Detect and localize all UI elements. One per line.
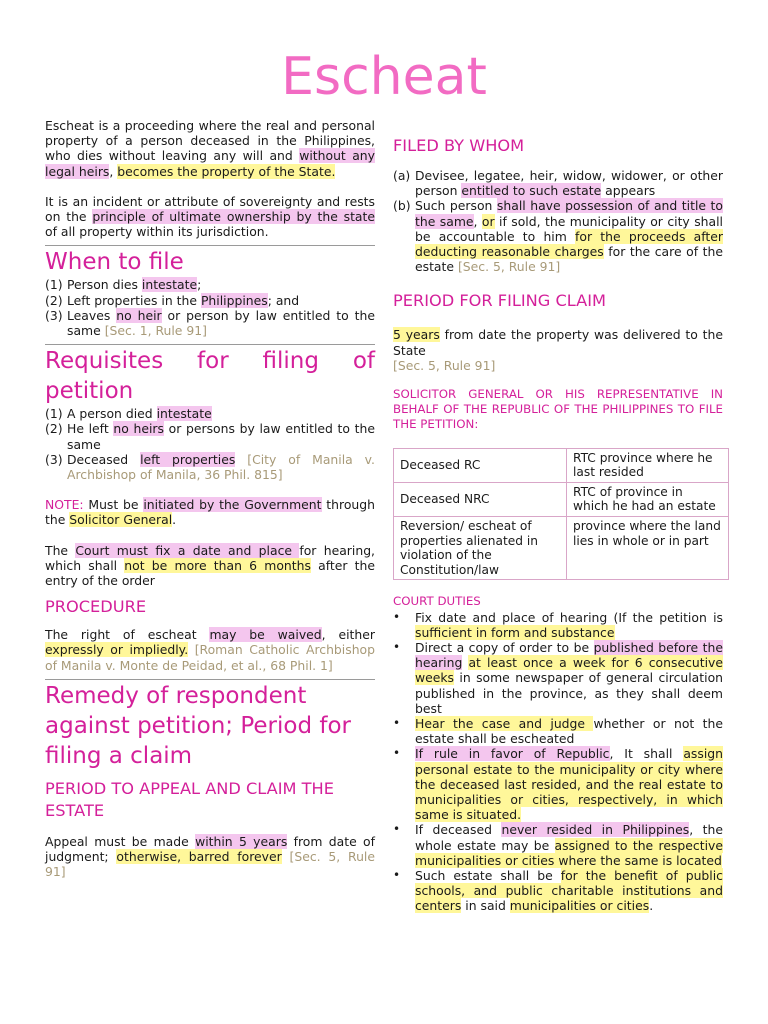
highlighted-text: shall have possession of and title to the same <box>415 198 723 229</box>
text-run: It is an incident or attribute of sovereignty and rests on the <box>45 193 375 225</box>
list-item <box>45 308 375 338</box>
text-run: The <box>45 542 76 558</box>
highlighted-text: or <box>481 213 495 229</box>
section-divider <box>45 679 375 680</box>
procedure-heading: PROCEDURE <box>45 597 147 617</box>
appeal-heading: PERIOD TO APPEAL AND CLAIM THE ESTATE <box>45 778 334 820</box>
bullet-icon: • <box>393 746 401 761</box>
text-run: , either <box>321 627 375 643</box>
text-run: Direct a copy of order to be <box>415 640 594 655</box>
highlighted-text: otherwise, barred forever <box>116 849 282 865</box>
highlighted-text: within 5 years <box>195 833 288 849</box>
right-column <box>393 118 723 914</box>
text-run: for hearing, which shall <box>45 542 375 573</box>
list-item-text <box>67 308 375 338</box>
text-run: Devisee, legatee, heir, widow, widower, or other person <box>415 168 723 199</box>
list-item <box>45 452 375 482</box>
highlighted-text: entitled to such estate <box>461 183 602 199</box>
list-item <box>393 610 723 640</box>
text-run: Left properties in the <box>67 292 201 308</box>
table-cell-venue: RTC province where he last resided <box>567 448 729 482</box>
section-divider <box>45 344 375 345</box>
highlighted-text: no heir <box>116 307 162 323</box>
text-run: Fix date and place of hearing (If the petition is <box>415 609 723 625</box>
list-item <box>393 640 723 716</box>
list-item <box>393 868 723 914</box>
text-run: appears <box>601 183 656 199</box>
table-row <box>394 517 729 580</box>
table-cell-deceased: Deceased RC <box>394 448 567 482</box>
text-run: Such person <box>415 198 497 214</box>
list-item-text <box>67 452 375 482</box>
list-item-text <box>415 822 723 868</box>
procedure-paragraph <box>45 627 375 673</box>
text-run: Person dies <box>67 277 142 293</box>
highlighted-text: never resided in Philippines <box>501 822 690 838</box>
highlighted-text: not be more than 6 months <box>124 557 311 573</box>
requisites-list <box>45 406 375 482</box>
highlighted-text: principle of ultimate ownership by the state <box>92 209 375 225</box>
text-run: after the entry of the order <box>45 557 376 589</box>
highlighted-text: at least once a week for 6 consecutive weeks <box>415 655 723 686</box>
bullet-icon: • <box>393 609 401 624</box>
filed-by-whom-heading: FILED BY WHOM <box>393 136 525 155</box>
list-marker: (3) <box>45 307 63 323</box>
sovereignty-paragraph <box>45 194 375 240</box>
text-run: Leaves <box>67 307 117 323</box>
text-run: from date of judgment; <box>45 833 375 865</box>
text-run: . <box>172 512 177 528</box>
list-marker: (a) <box>393 168 411 183</box>
highlighted-text: Philippines <box>200 292 268 308</box>
highlighted-text: left properties <box>140 451 236 467</box>
list-item <box>45 406 375 421</box>
list-item-text <box>415 746 723 822</box>
section-divider <box>45 245 375 246</box>
highlighted-text: no heirs <box>113 421 164 437</box>
text-run: Deceased <box>67 451 141 467</box>
highlighted-text: without any legal heirs <box>45 148 375 179</box>
list-item <box>45 277 375 292</box>
highlighted-text: Hear the case and judge <box>415 716 594 732</box>
list-item-text <box>67 293 375 308</box>
text-run <box>282 849 290 864</box>
highlighted-text: 5 years <box>393 327 440 343</box>
citation: [City of Manila v. Archbishop of Manila, 36 Phil. 815] <box>67 451 375 483</box>
highlighted-text: assign personal estate to the municipality or city where the deceased last resided, and the real estate to municipalities or cities, respectively, in which same is situated. <box>415 746 723 823</box>
list-item <box>45 421 375 451</box>
period-paragraph <box>393 327 723 357</box>
highlighted-text: initiated by the Government <box>143 497 322 513</box>
list-item-text <box>415 198 723 274</box>
highlighted-text: intestate <box>141 277 198 293</box>
highlighted-text: expressly or impliedly. <box>45 642 189 658</box>
text-run: Appeal must be made <box>45 833 196 849</box>
list-item <box>393 168 723 198</box>
list-marker: (1) <box>45 277 63 293</box>
text-run: if sold, the municipality or city shall be accountable to him <box>415 213 723 244</box>
text-run: or person by law entitled to the same <box>67 307 375 339</box>
text-run: , <box>473 213 482 229</box>
court-duties-list <box>393 610 723 914</box>
text-run: He left <box>67 421 114 437</box>
list-item-text <box>415 168 723 198</box>
bullet-icon: • <box>393 716 401 731</box>
table-cell-venue: province where the land lies in whole or in part <box>567 517 729 580</box>
note-label: NOTE: <box>45 497 84 513</box>
list-item-text <box>415 868 723 914</box>
text-run: Such estate shall be <box>415 868 561 884</box>
text-run: of all property within its jurisdiction. <box>45 224 269 240</box>
highlighted-text: published before the hearing <box>415 640 723 671</box>
list-marker: (2) <box>45 421 63 437</box>
list-item-text <box>67 421 375 451</box>
bullet-icon: • <box>393 822 401 837</box>
list-item <box>393 822 723 868</box>
list-item <box>393 198 723 274</box>
table-cell-venue: RTC of province in which he had an estate <box>567 482 729 516</box>
highlighted-text: may be waived <box>209 627 322 643</box>
venue-table <box>393 448 729 581</box>
table-cell-deceased: Reversion/ escheat of properties alienated in violation of the Constitution/law <box>394 517 567 580</box>
text-run: A person died <box>67 406 157 422</box>
period-filing-claim-heading: PERIOD FOR FILING CLAIM <box>393 291 606 311</box>
text-run: ; and <box>267 292 300 308</box>
note-paragraph <box>45 497 375 527</box>
text-run: , It shall <box>609 746 684 762</box>
text-run: . <box>649 898 654 914</box>
intro-paragraph <box>45 118 375 179</box>
list-marker: (b) <box>393 198 411 214</box>
text-run: whether or not the estate shall be escheated <box>415 716 723 747</box>
text-run: , <box>109 163 118 179</box>
text-run: , the whole estate may be <box>415 822 724 853</box>
court-duties-heading: COURT DUTIES <box>393 594 481 609</box>
highlighted-text: intestate <box>156 406 212 422</box>
text-run: in some newspaper of general circulation published in the province, as they shall deem best <box>415 670 723 716</box>
text-run <box>235 452 247 467</box>
text-run: Must be <box>83 497 144 513</box>
citation: [Sec. 5, Rule 91] <box>45 849 375 880</box>
highlighted-text: sufficient in form and substance <box>415 624 615 640</box>
when-to-file-heading: When to file <box>45 249 184 276</box>
highlighted-text: for the benefit of public schools, and public charitable institutions and centers <box>415 868 723 914</box>
remedy-heading: Remedy of respondent against petition; Period for filing a claim <box>45 682 351 769</box>
bullet-icon: • <box>393 868 401 883</box>
text-run: The right of escheat <box>45 627 210 643</box>
appeal-paragraph <box>45 834 375 880</box>
citation: [Roman Catholic Archbishop of Manila v. Monte de Peidad, et al., 68 Phil. 1] <box>45 642 375 673</box>
highlighted-text: municipalities or cities <box>509 898 650 914</box>
highlighted-text: becomes the property of the State. <box>117 163 336 179</box>
list-marker: (3) <box>45 451 63 467</box>
list-item <box>393 746 723 822</box>
table-cell-deceased: Deceased NRC <box>394 482 567 516</box>
text-run: for the care of the estate <box>415 244 723 275</box>
text-run: from date the property was delivered to the State <box>393 327 723 358</box>
solicitor-general-heading: SOLICITOR GENERAL OR HIS REPRESENTATIVE IN BEHALF OF THE REPUBLIC OF THE PHILIPPINES TO FILE THE PETITION: <box>393 387 723 432</box>
period-citation: [Sec. 5, Rule 91] <box>393 357 496 373</box>
text-run: ; <box>197 277 202 293</box>
list-item-text <box>415 716 723 746</box>
text-run: through the <box>45 497 375 528</box>
highlighted-text: If rule in favor of Republic <box>415 746 610 762</box>
table-row <box>394 482 729 516</box>
text-run: If deceased <box>415 822 502 838</box>
list-marker: (2) <box>45 292 63 308</box>
highlighted-text: assigned to the respective municipalities or cities where the same is located <box>415 837 723 868</box>
page-title: Escheat <box>281 47 487 107</box>
text-run: or persons by law entitled to the same <box>67 421 376 452</box>
text-run: in said <box>461 898 510 914</box>
when-to-file-list <box>45 277 375 338</box>
left-column <box>45 118 375 879</box>
list-marker: (1) <box>45 406 63 422</box>
table-row <box>394 448 729 482</box>
highlighted-text: for the proceeds after deducting reasonable charges <box>415 228 723 260</box>
bullet-icon: • <box>393 640 401 654</box>
filed-by-whom-list <box>393 168 723 274</box>
list-item-text <box>415 640 723 716</box>
citation: [Sec. 1, Rule 91] <box>104 323 207 339</box>
requisites-heading: Requisites for filing of petition <box>45 348 375 405</box>
highlighted-text: Solicitor General <box>69 512 173 528</box>
list-item <box>45 293 375 308</box>
court-hearing-paragraph <box>45 543 375 589</box>
text-run: Escheat is a proceeding where the real and personal property of a person deceased in the Philippines, who dies without leaving any will and <box>45 118 375 164</box>
highlighted-text: Court must fix a date and place <box>75 542 300 558</box>
list-item-text <box>67 406 375 421</box>
list-item-text <box>415 610 723 640</box>
list-item-text <box>67 277 375 292</box>
list-item <box>393 716 723 746</box>
citation: [Sec. 5, Rule 91] <box>457 259 561 275</box>
